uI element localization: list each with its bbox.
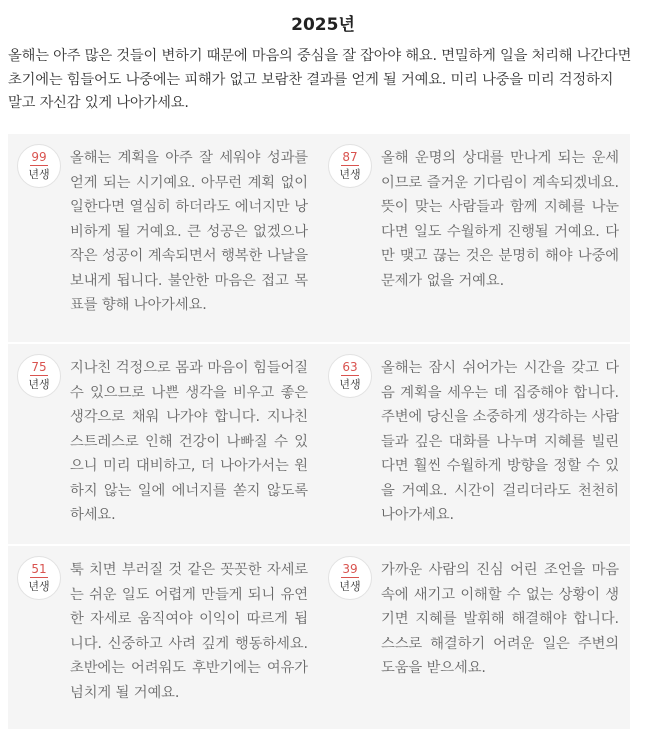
fortune-card [319,344,630,544]
badge-divider [341,375,359,376]
birth-year-unit: 년생 [339,168,361,181]
badge-divider [341,577,359,578]
intro-text: 올해는 아주 많은 것들이 변하기 때문에 마음의 중심을 잘 잡아야 해요. 면밀하게 일을 처리해 나간다면 초기에는 힘들어도 나중에는 피해가 없고 보람찬 결과를 얻게 될 거예요. 미리 나중을 미리 걱정하지 말고 자신감 있게 나아가세요. [8,48,632,111]
birth-year-badge [328,354,372,398]
birth-year-unit: 년생 [339,378,361,391]
fortune-text: 가까운 사람의 진심 어린 조언을 마음속에 새기고 이해할 수 없는 상황이 생기면 지혜를 발휘해 해결해야 합니다. 스스로 해결하기 어려운 일은 주변의 도움을 받으세요. [381,562,619,676]
fortune-row [8,344,630,544]
fortune-card [319,546,630,729]
birth-year: 63 [342,360,358,374]
birth-year-badge [328,144,372,188]
birth-year-badge [17,144,61,188]
birth-year-unit: 년생 [339,580,361,593]
birth-year-badge [17,556,61,600]
birth-year: 51 [31,562,47,576]
fortune-row [8,546,630,729]
birth-year-badge [328,556,372,600]
birth-year: 87 [342,150,358,164]
birth-year-unit: 년생 [28,378,50,391]
birth-year: 39 [342,562,358,576]
badge-divider [30,577,48,578]
birth-year: 99 [31,150,47,164]
birth-year-badge [17,354,61,398]
birth-year: 75 [31,360,47,374]
fortune-text: 툭 치면 부러질 것 같은 꼿꼿한 자세로는 쉬운 일도 어렵게 만들게 되니 유연한 자세로 움직여야 이익이 따르게 됩니다. 신중하고 사려 깊게 행동하세요. 초반에는 어려워도 후반기에는 여유가 넘치게 될 거예요. [70,562,308,701]
fortune-text: 지나친 걱정으로 몸과 마음이 힘들어질 수 있으므로 나쁜 생각을 비우고 좋은 생각으로 채워 나가야 합니다. 지나친 스트레스로 인해 건강이 나빠질 수 있으니 미리 대비하고, 더 나아가서는 원하지 않는 일에 에너지를 쏟지 않도록 하세요. [70,360,308,523]
fortune-text: 올해는 계획을 아주 잘 세워야 성과를 얻게 되는 시기예요. 아무런 계획 없이 일한다면 열심히 하더라도 에너지만 낭비하게 될 거예요. 큰 성공은 없겠으나 작은 성공이 계속되면서 행복한 나날을 보내게 됩니다. 불안한 마음은 접고 목표를 향해 나아가세요. [70,150,308,313]
fortune-card [8,134,319,342]
badge-divider [30,375,48,376]
birth-year-unit: 년생 [28,168,50,181]
fortune-text: 올해는 잠시 쉬어가는 시간을 갖고 다음 계획을 세우는 데 집중해야 합니다. 주변에 당신을 소중하게 생각하는 사람들과 깊은 대화를 나누며 지혜를 빌린다면 훨씬 수월하게 방향을 정할 수 있을 거예요. 시간이 걸리더라도 천천히 나아가세요. [381,360,619,523]
fortune-card [319,134,630,342]
birth-year-unit: 년생 [28,580,50,593]
badge-divider [341,165,359,166]
fortune-card [8,546,319,729]
fortune-row [8,134,630,342]
page-title: 2025년 [291,15,355,35]
badge-divider [30,165,48,166]
fortune-text: 올해 운명의 상대를 만나게 되는 운세이므로 즐거운 기다림이 계속되겠네요. 뜻이 맞는 사람들과 함께 지혜를 나눈다면 일도 수월하게 진행될 거예요. 다만 맺고 끊는 것은 분명히 해야 나중에 문제가 없을 거예요. [381,150,619,289]
fortune-card [8,344,319,544]
